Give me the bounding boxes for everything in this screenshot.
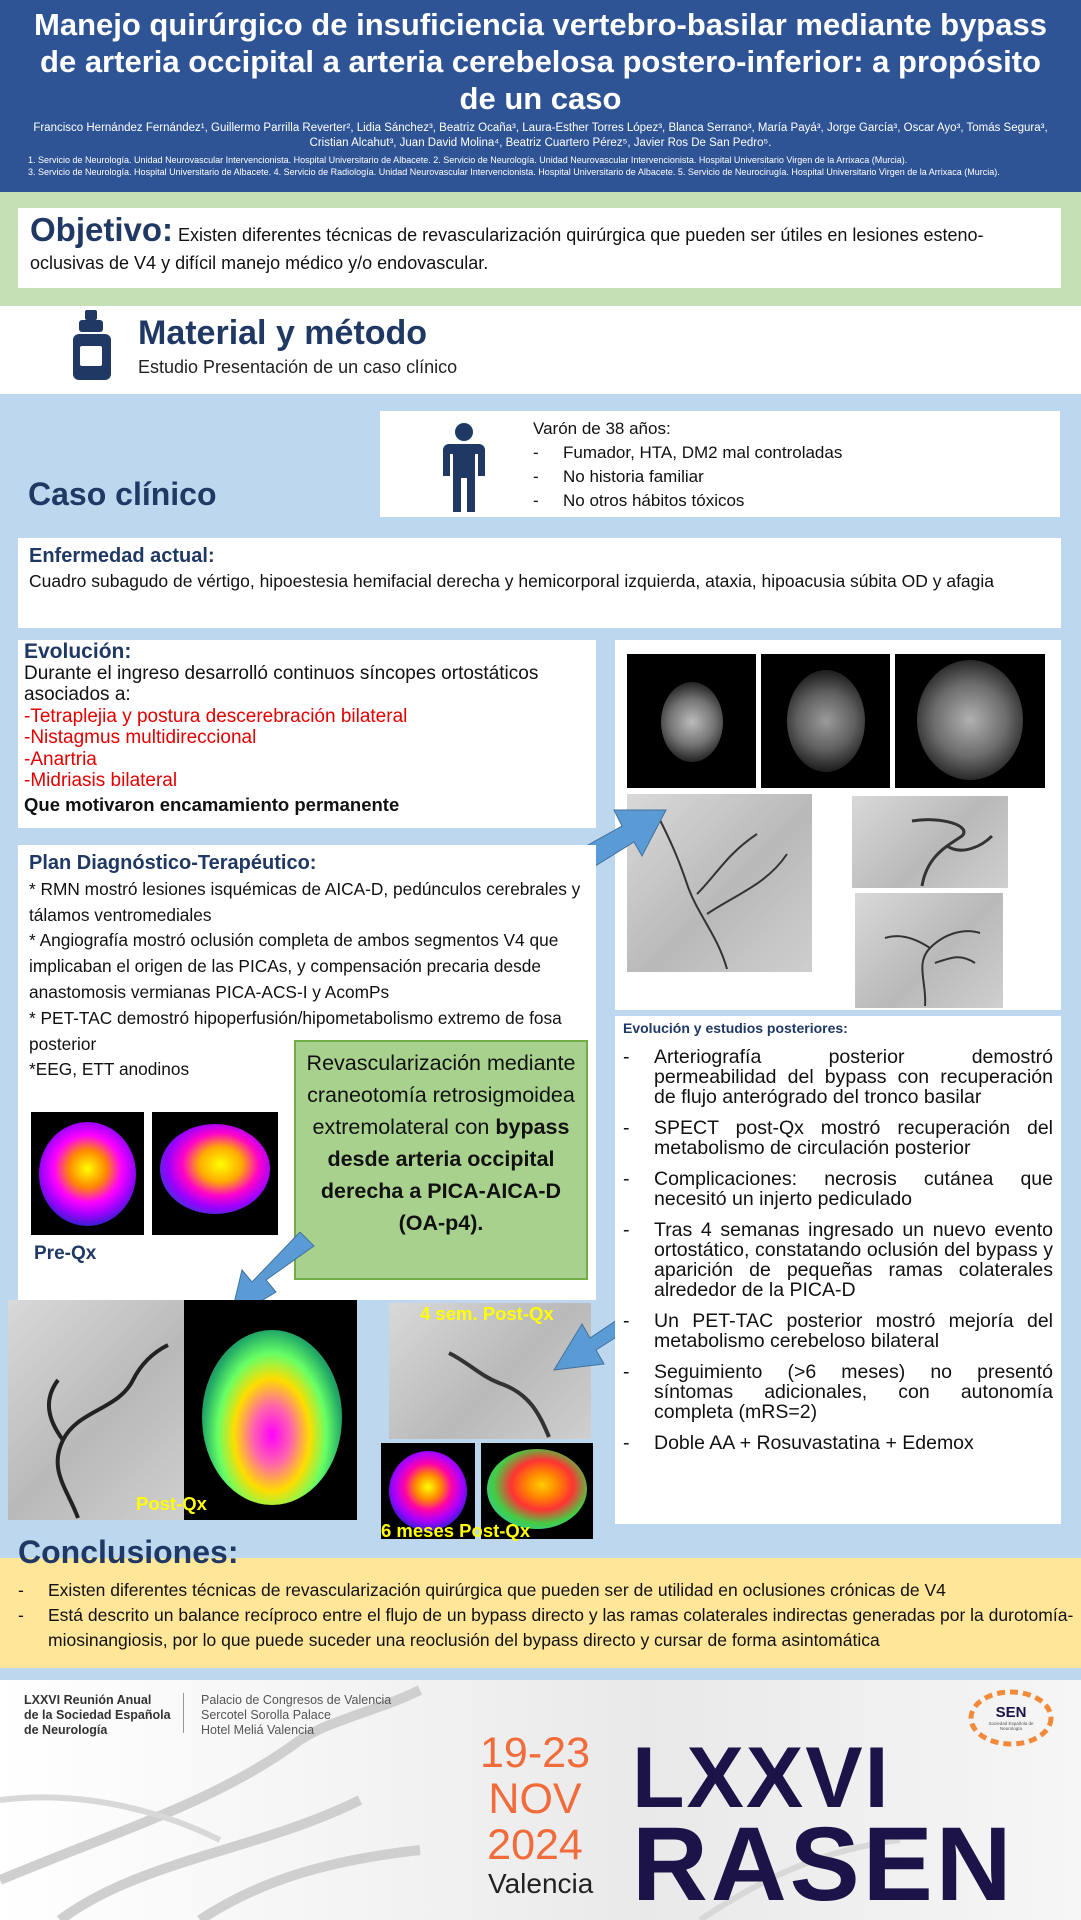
material-text: Estudio Presentación de un caso clínico [138,357,458,377]
mri-image [761,654,890,788]
evolucion-item: -Midriasis bilateral [24,770,178,791]
four-weeks-label: 4 sem. Post-Qx [420,1303,554,1324]
venue-list: Palacio de Congresos de Valencia Sercotel Sorolla Palace Hotel Meliá Valencia [201,1693,392,1737]
enfermedad-text: Cuadro subagudo de vértigo, hipoestesia hemifacial derecha y hemicorporal izquierda, ataxia, hipoacusia súbita OD y afagia [29,571,995,591]
mri-image [895,654,1045,788]
conclusiones-list [18,1578,1081,1653]
post-item: - Tras 4 semanas ingresado un nuevo evento ortostático, constatando oclusión del bypass y aparición de pequeñas ramas colaterales alrededor de la PICA-D [623,1219,1053,1301]
evolucion-closing: Que motivaron encamamiento permanente [24,793,400,815]
evolucion-heading: Evolución: [24,640,132,663]
plan-item: * RMN mostró lesiones isquémicas de AICA-D, pedúnculos cerebrales y tálamos ventromediales [29,878,581,925]
footer-divider [183,1693,184,1733]
conference-dates: 19-23 NOV 2024 [480,1729,590,1869]
post-heading: Evolución y estudios posteriores: [623,1020,848,1036]
six-months-label: 6 meses Post-Qx [381,1520,531,1541]
objetivo-heading: Objetivo: [30,211,174,248]
conference-city: Valencia [488,1868,594,1899]
evolucion-item: -Nistagmus multidireccional [24,727,257,748]
revasc-text: Revascularización mediante craneotomía retrosigmoidea extremolateral con [306,1051,576,1139]
evolucion-item: -Anartria [24,748,97,770]
sen-logo: SEN Sociedad Española de Neurología [966,1688,1056,1748]
angiography-image [852,796,1008,888]
author-list: Francisco Hernández Fernández¹, Guillermo Parrilla Reverter², Lidia Sánchez³, Beatriz Ocaña³, Laura-Esther Torres López³, Blanca Serrano³, María Payá³, Jorge García³, Oscar Ayo³, Tomás Segura³, Cristian Alcahut³, Juan David Molina⁴, Beatriz Cuartero Pérez⁵, Javier Ros De San Pedro⁵. [33,122,1048,149]
plan-item: * PET-TAC demostró hipoperfusión/hipometabolismo extremo de fosa posterior [29,1007,562,1054]
objetivo-text: Existen diferentes técnicas de revascularización quirúrgica que pueden ser útiles en lesiones esteno-oclusivas de V4 y difícil manejo médico y/o endovascular. [30,225,984,273]
mri-image [627,654,756,788]
post-item: - Seguimiento (>6 meses) no presentó síntomas adicionales, con autonomía completa (mRS=2) [623,1361,1053,1423]
affiliations-2: 3. Servicio de Neurología. Hospital Universitario de Albacete. 4. Servicio de Radiología. Unidad Neurovascular Intervencionista. Hospital Universitario de Albacete. 5. Servicio de Neurocirugía. Hospital Universitario Virgen de la Arrixaca (Murcia). [28,167,1000,177]
evolucion-item: -Tetraplejia y postura descerebración bilateral [24,705,408,727]
post-qx-angiography [8,1300,184,1520]
bottle-icon [72,310,112,382]
post-item: - SPECT post-Qx mostró recuperación del metabolismo de circulación posterior [623,1117,1053,1159]
poster-title: Manejo quirúrgico de insuficiencia vertebro-basilar mediante bypass de arteria occipital a arteria cerebelosa postero-inferior: a propósito de un caso [34,7,1047,116]
caso-heading: Caso clínico [28,476,217,512]
post-qx-pet-ct [184,1300,357,1520]
pre-qx-label: Pre-Qx [34,1243,97,1264]
patient-intro: Varón de 38 años: [533,419,671,438]
conclusiones-heading: Conclusiones: [18,1534,239,1570]
post-item: - Complicaciones: necrosis cutánea que necesitó un injerto pediculado [623,1168,1053,1210]
patient-details [533,417,842,513]
post-item: - Doble AA + Rosuvastatina + Edemox [623,1432,974,1454]
angiography-image [855,893,1003,1008]
material-heading: Material y método [138,314,428,352]
pet-image [31,1112,144,1235]
patient-item: - No otros hábitos tóxicos [533,489,842,513]
plan-heading: Plan Diagnóstico-Terapéutico: [29,852,317,874]
meeting-name: LXXVI Reunión Anual de la Sociedad Española de Neurología [24,1693,171,1737]
objetivo-box [18,208,1061,288]
revasc-bold-text: bypass desde arteria occipital derecha a PICA-AICA-D (OA-p4). [320,1115,570,1235]
post-qx-label: Post-Qx [136,1493,207,1514]
conclusion-item: - Está descrito un balance recíproco entre el flujo de un bypass directo y las ramas colaterales indirectas generadas por la durotomía-miosinangiosis, por lo que puede suceder una reoclusión del bypass directo y cursar de forma asintomática [18,1605,1074,1650]
enfermedad-heading: Enfermedad actual: [29,545,215,567]
post-studies-box [615,1016,1061,1524]
rasen-wordmark: RASEN [632,1806,1015,1920]
edition-number: LXXVI [632,1730,891,1826]
patient-item: - No historia familiar [533,465,842,489]
plan-item: * Angiografía mostró oclusión completa de ambos segmentos V4 que implicaban el origen de las PICAs, y compensación precaria desde anastomosis vermianas PICA-ACS-I y AcomPs [29,930,559,1002]
revascularization-box [294,1040,588,1280]
affiliations-1: 1. Servicio de Neurología. Unidad Neurovascular Intervencionista. Hospital Universitario de Albacete. 2. Servicio de Neurología. Unidad Neurovascular Intervencionista. Hospital Universitario Virgen de la Arrixaca (Murcia). [28,155,908,165]
post-item: - Un PET-TAC posterior mostró mejoría del metabolismo cerebeloso bilateral [623,1310,1053,1352]
poster-header [0,0,1081,192]
evolucion-box [18,640,596,828]
pet-image [152,1112,278,1235]
enfermedad-box [18,538,1061,628]
patient-item: - Fumador, HTA, DM2 mal controladas [533,441,842,465]
person-icon [441,422,487,514]
post-item: - Arteriografía posterior demostró permeabilidad del bypass con recuperación de flujo anterógrado del tronco basilar [623,1046,1053,1108]
plan-item: *EEG, ETT anodinos [29,1059,190,1080]
conclusion-item: - Existen diferentes técnicas de revascularización quirúrgica que pueden ser de utilidad en oclusiones crónicas de V4 [18,1580,946,1600]
evolucion-intro: Durante el ingreso desarrolló continuos síncopes ortostáticos asociados a: [24,662,539,705]
